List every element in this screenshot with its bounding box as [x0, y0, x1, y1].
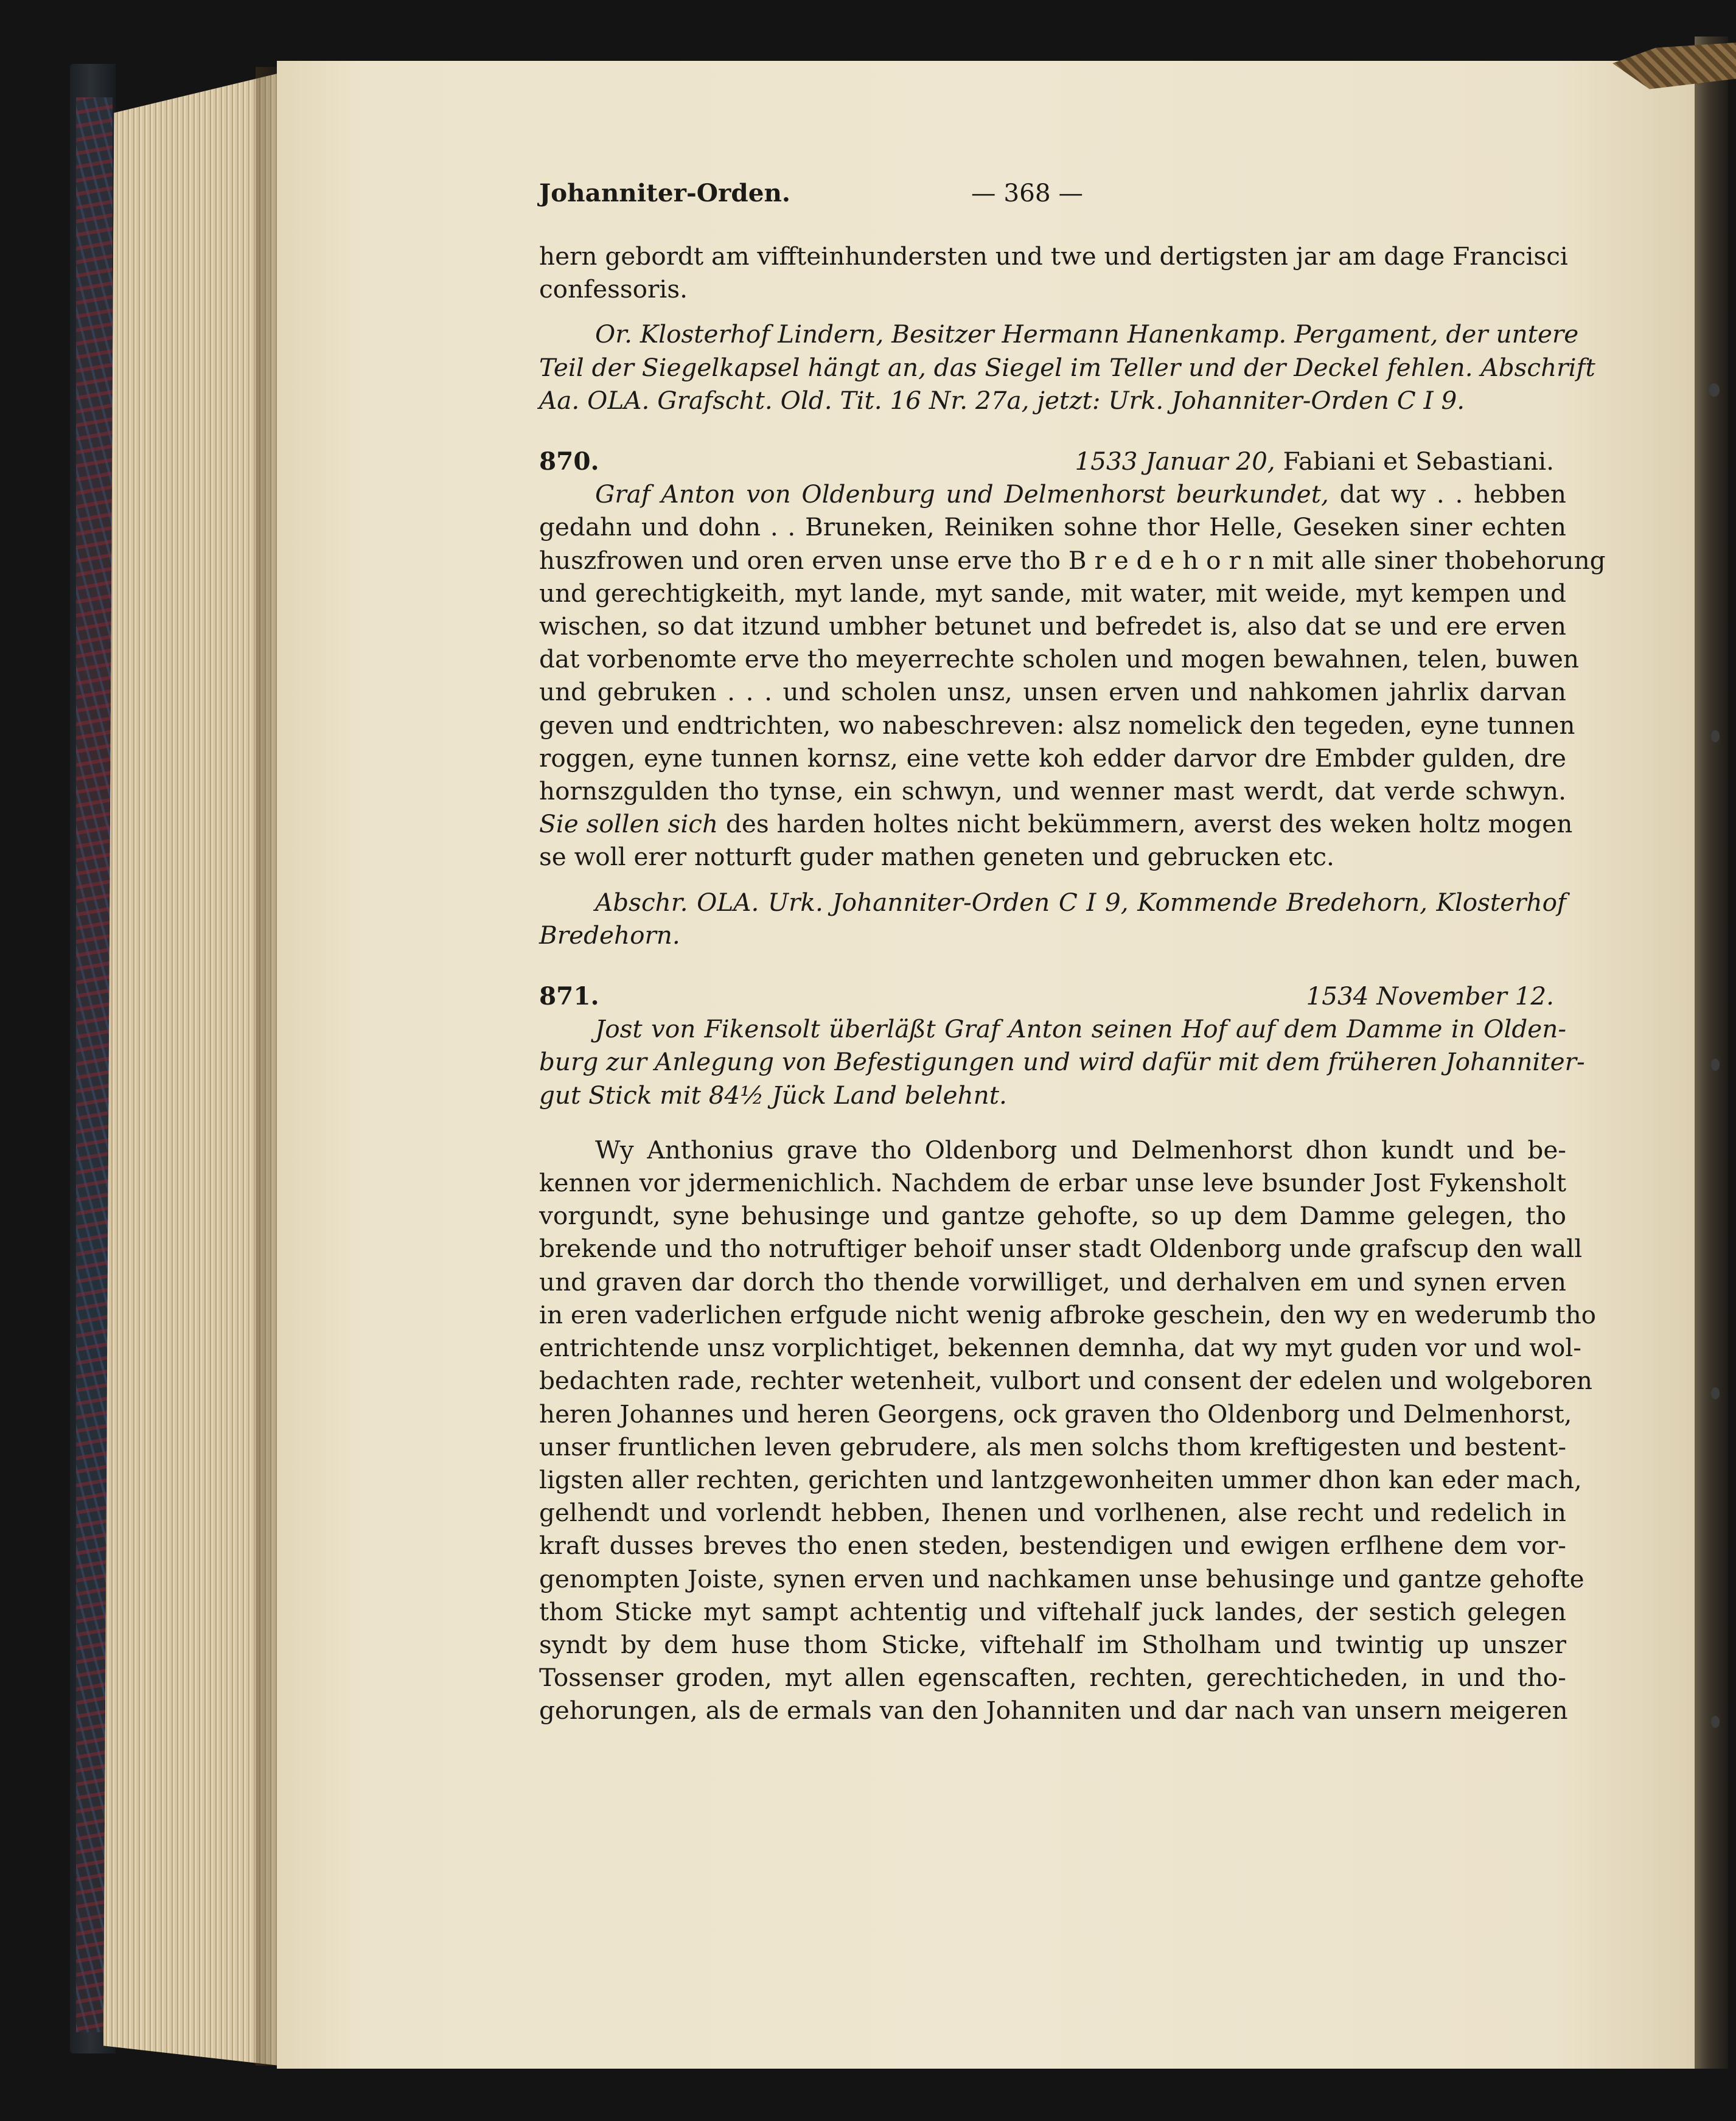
- text-line: wischen, so dat itzund umbher betunet und befredet is, also dat se und ere erven: [539, 611, 1566, 641]
- page-stack-edge: [103, 73, 280, 2066]
- text-line: confessoris.: [539, 274, 688, 304]
- text-line: bedachten rade, rechter wetenheit, vulbort und consent der edelen und wolgeboren: [539, 1366, 1592, 1396]
- text-line: unser fruntlichen leven gebrudere, als men solchs thom kreftigesten und bestent-: [539, 1432, 1566, 1461]
- page-clip: [1709, 383, 1720, 397]
- text-line: entrichtende unsz vorplichtiget, bekennen demnha, dat wy myt guden vor und wol-: [539, 1333, 1581, 1363]
- text-line: in eren vaderlichen erfgude nicht wenig afbroke geschein, den wy en wederumb tho: [539, 1300, 1597, 1329]
- page-number: — 368 —: [971, 178, 1084, 207]
- entry-871-heading: [539, 980, 1566, 1012]
- entry-summary: Graf Anton von Oldenburg und Delmenhorst beurkundet,: [595, 479, 1329, 509]
- page-clip: [1711, 1059, 1720, 1071]
- text-line: dat vorbenomte erve tho meyerrechte scholen und mogen bewahnen, telen, buwen: [539, 644, 1579, 674]
- text-line: Jost von Fikensolt überläßt Graf Anton seinen Hof auf dem Damme in Olden-: [595, 1014, 1566, 1044]
- text-line: Abschr. OLA. Urk. Johanniter-Orden C I 9, Kommende Bredehorn, Klosterhof: [595, 887, 1566, 917]
- page-clip: [1711, 1387, 1720, 1399]
- text-line: ligsten aller rechten, gerichten und lantzgewonheiten ummer dhon kan eder mach,: [539, 1464, 1582, 1494]
- text-line: syndt by dem huse thom Sticke, viftehalf im Stholham und twintig up unszer: [539, 1629, 1566, 1659]
- book-right-edge: [1695, 37, 1728, 2069]
- text-line: vorgundt, syne behusinge und gantze gehofte, so up dem Damme gelegen, tho: [539, 1201, 1566, 1231]
- text-line: huszfrowen und oren erven unse erve tho B r e d e h o r n mit alle siner thobehorung: [539, 545, 1606, 575]
- text-line: und gebruken . . . und scholen unsz, unsen erven und nahkomen jahrlix darvan: [539, 677, 1566, 707]
- intro-source-note: [539, 318, 1595, 417]
- text-line: gedahn und dohn . . Bruneken, Reiniken sohne thor Helle, Geseken siner echten: [539, 512, 1566, 542]
- text-line: brekende und tho notruftiger behoif unser stadt Oldenborg unde grafscup den wall: [539, 1234, 1583, 1264]
- entry-date-feast: Fabiani et Sebastiani.: [1275, 447, 1554, 476]
- intro-text: [539, 240, 1566, 305]
- page-clip: [1711, 730, 1720, 742]
- text-line: [539, 807, 1573, 840]
- entry-871-summary: [539, 1012, 1585, 1112]
- text-line: [539, 478, 1566, 510]
- text-line: se woll erer notturft guder mathen geneten und gebrucken etc.: [539, 842, 1334, 872]
- text-line: Bredehorn.: [539, 920, 680, 950]
- text-line: hornszgulden tho tynse, ein schwyn, und wenner mast werdt, dat verde schwyn.: [539, 776, 1566, 806]
- entry-number: 871.: [539, 981, 599, 1011]
- entry-870-source-note: [539, 886, 1566, 952]
- text-line: Wy Anthonius grave tho Oldenborg und Delmenhorst dhon kundt und be-: [595, 1135, 1566, 1165]
- text-line: roggen, eyne tunnen kornsz, eine vette koh edder darvor dre Embder gulden, dre: [539, 743, 1566, 773]
- entry-870-text: [539, 478, 1606, 873]
- text-line: Teil der Siegelkapsel hängt an, das Siegel im Teller und der Deckel fehlen. Abschrift: [539, 352, 1595, 382]
- text-fragment-italic: Sie sollen sich: [539, 809, 719, 839]
- running-head-title: Johanniter-Orden.: [539, 178, 791, 207]
- text-line: genompten Joiste, synen erven und nachkamen unse behusinge und gantze gehofte: [539, 1564, 1584, 1593]
- text-line: kraft dusses breves tho enen steden, bestendigen und ewigen erflhene dem vor-: [539, 1531, 1566, 1561]
- text-line: gehorungen, als de ermals van den Johanniten und dar nach van unsern meigeren: [539, 1696, 1568, 1726]
- page-clip: [1711, 1716, 1720, 1728]
- text-line: Aa. OLA. Grafscht. Old. Tit. 16 Nr. 27a, jetzt: Urk. Johanniter-Orden C I 9.: [539, 385, 1465, 415]
- entry-870-heading: [539, 445, 1566, 478]
- text-line: und gerechtigkeith, myt lande, myt sande, mit water, mit weide, myt kempen und: [539, 578, 1566, 608]
- text-line: gelhendt und vorlendt hebben, Ihenen und vorlhenen, alse recht und redelich in: [539, 1498, 1566, 1528]
- entry-871-text: [539, 1134, 1597, 1727]
- text-line: heren Johannes und heren Georgens, ock graven tho Oldenborg und Delmenhorst,: [539, 1399, 1572, 1429]
- text-line: thom Sticke myt sampt achtentig und viftehalf juck landes, der sestich gelegen: [539, 1597, 1566, 1626]
- entry-date: 1534 November 12.: [1306, 981, 1554, 1011]
- entry-number: 870.: [539, 447, 599, 476]
- text-line: kennen vor jdermenichlich. Nachdem de erbar unse leve bsunder Jost Fykensholt: [539, 1168, 1566, 1198]
- page-text: [539, 176, 1606, 1727]
- text-fragment: des harden holtes nicht bekümmern, averst des weken holtz mogen: [718, 809, 1573, 839]
- text-fragment: dat wy . . hebben: [1328, 479, 1566, 509]
- text-line: gut Stick mit 84½ Jück Land belehnt.: [539, 1080, 1007, 1110]
- text-line: hern gebordt am viffteinhundersten und twe und dertigsten jar am dage Francisci: [539, 242, 1568, 271]
- text-line: Or. Klosterhof Lindern, Besitzer Hermann Hanenkamp. Pergament, der untere: [595, 319, 1579, 349]
- text-line: geven und endtrichten, wo nabeschreven: alsz nomelick den tegeden, eyne tunnen: [539, 710, 1575, 740]
- text-line: burg zur Anlegung von Befestigungen und wird dafür mit dem früheren Johanniter-: [539, 1047, 1585, 1077]
- running-head: [539, 176, 1566, 211]
- entry-date-value: 1533 Januar 20,: [1075, 447, 1275, 476]
- text-line: und graven dar dorch tho thende vorwilliget, und derhalven em und synen erven: [539, 1267, 1566, 1297]
- text-line: Tossenser groden, myt allen egenscaften, rechten, gerechticheden, in und tho-: [539, 1663, 1566, 1693]
- entry-date: [1075, 445, 1566, 478]
